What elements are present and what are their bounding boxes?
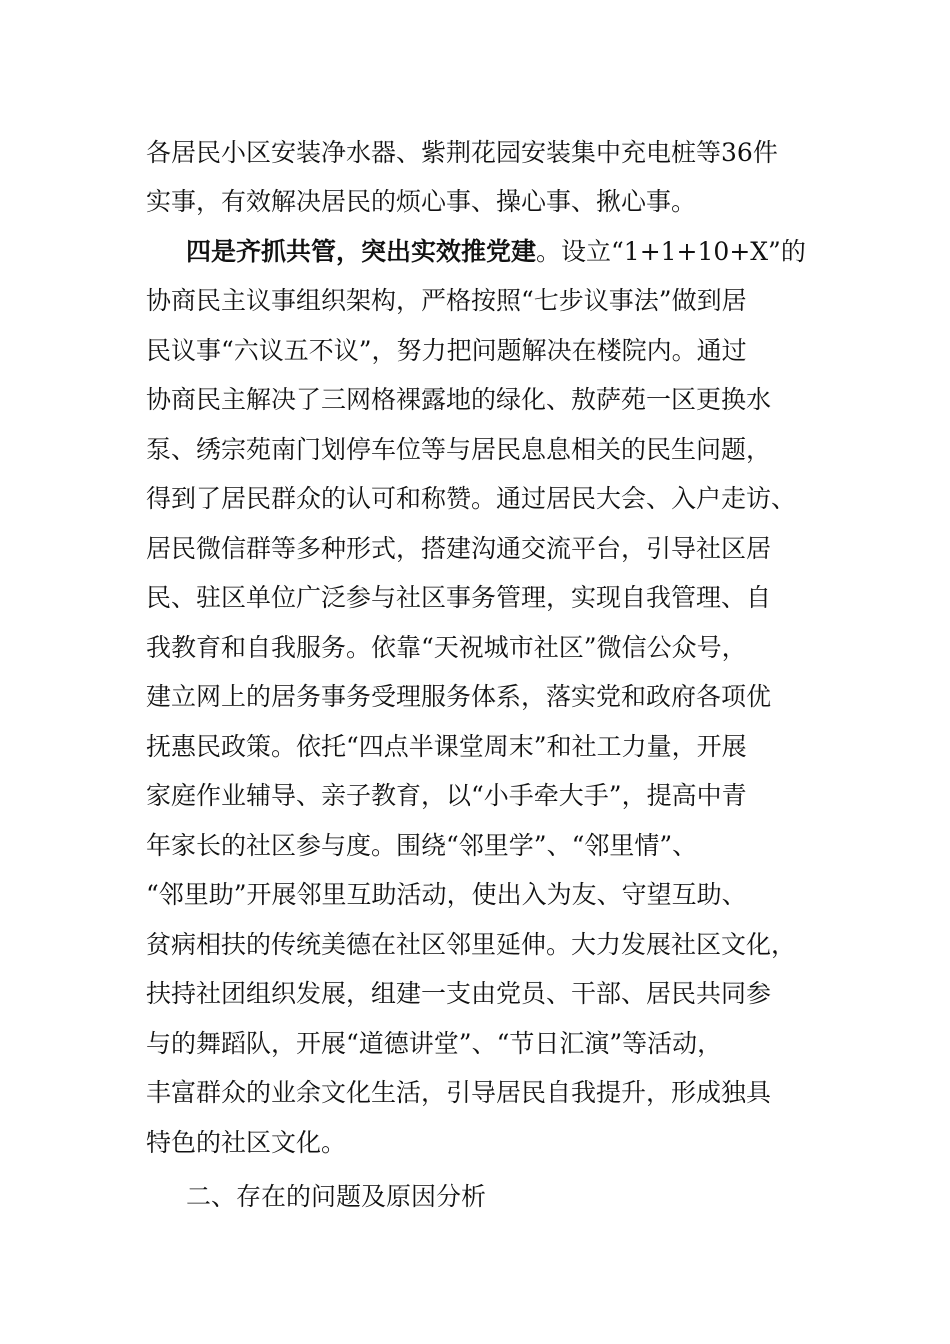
- paragraph-line: 得到了居民群众的认可和称赞。通过居民大会、入户走访、: [146, 484, 797, 513]
- section-heading: 二、存在的问题及原因分析: [186, 1182, 487, 1211]
- paragraph-line: 实事，有效解决居民的烦心事、操心事、揪心事。: [146, 187, 697, 216]
- paragraph-line: 民议事“六议五不议”，努力把问题解决在楼院内。通过: [146, 336, 747, 365]
- paragraph-line: 贫病相扶的传统美德在社区邻里延伸。大力发展社区文化，: [146, 930, 797, 959]
- paragraph-line: 年家长的社区参与度。围绕“邻里学”、“邻里情”、: [146, 831, 698, 860]
- paragraph-line: 我教育和自我服务。依靠“天祝城市社区”微信公众号，: [146, 633, 747, 662]
- paragraph-line: 特色的社区文化。: [146, 1128, 347, 1157]
- paragraph-line: 协商民主议事组织架构，严格按照“七步议事法”做到居: [146, 286, 747, 315]
- paragraph-bold-lead: 四是齐抓共管，突出实效推党建: [186, 237, 537, 266]
- paragraph-line: 建立网上的居务事务受理服务体系，落实党和政府各项优: [146, 682, 772, 711]
- paragraph-line: 扶持社团组织发展，组建一支由党员、干部、居民共同参: [146, 979, 772, 1008]
- paragraph-line: “邻里助”开展邻里互助活动，使出入为友、守望互助、: [146, 880, 747, 909]
- paragraph-line: 家庭作业辅导、亲子教育，以“小手牵大手”，提高中青: [146, 781, 747, 810]
- paragraph-line: 与的舞蹈队，开展“道德讲堂”、“节日汇演”等活动，: [146, 1029, 723, 1058]
- paragraph-line: 居民微信群等多种形式，搭建沟通交流平台，引导社区居: [146, 534, 772, 563]
- paragraph-line: 协商民主解决了三网格裸露地的绿化、敖萨苑一区更换水: [146, 385, 772, 414]
- paragraph-line: 抚惠民政策。依托“四点半课堂周末”和社工力量，开展: [146, 732, 747, 761]
- paragraph-first-line-rest: 。设立“1+1+10+X”的: [536, 237, 806, 266]
- paragraph-four-first-line: [186, 235, 806, 269]
- paragraph-line: 丰富群众的业余文化生活，引导居民自我提升，形成独具: [146, 1078, 772, 1107]
- paragraph-line: 民、驻区单位广泛参与社区事务管理，实现自我管理、自: [146, 583, 772, 612]
- paragraph-line: 泵、绣宗苑南门划停车位等与居民息息相关的民生问题，: [146, 435, 772, 464]
- paragraph-line: 各居民小区安装净水器、紫荆花园安装集中充电桩等36件: [146, 138, 778, 167]
